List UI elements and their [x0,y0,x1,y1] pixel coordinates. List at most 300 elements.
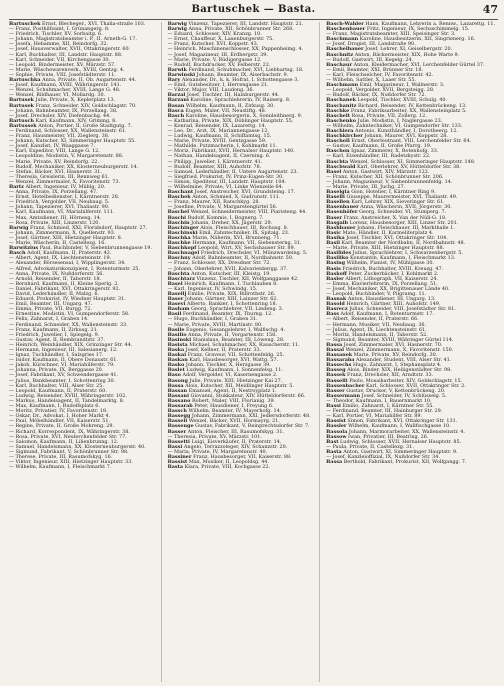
entry-details: Wilhelm, Beamter, IV, Mayerhofg. 14. [188,408,282,415]
entry-details: — Theodor, Kaufmann, I, Bauernmarkt 10. [326,397,432,404]
entry-details: — Josef, Kanzlist, IV, Waaggasse 7. [9,143,95,150]
entry-surname: Basevi [167,301,186,308]
entry-details: Ignaz, Zimmerer, X, Rotenhofg. 33. [351,148,439,155]
entry-details: — Emma, Private, VII, Burgg. 72. [9,306,92,313]
entry-surname: Basseli [167,418,188,425]
entry-details: Anton, Bäckermeister, XIX, Hohe Warte 9. [354,51,460,58]
entry-details: Anton, Portier, II, Große Stadtgutg. 7. [38,122,133,129]
entry-surname: Bassler [326,423,347,430]
entry-details: — Marie, Private, III, Juchg. 27. [326,184,406,190]
entry-details: Paul, Buchbinder, V, Siebenbrunnengasse 19. [39,245,152,252]
entry-details: Richard, Reisender, IV, Kettenbrückeng. 13. [357,102,467,109]
entry-details: Heinrich, Kaufmann, I, Tuchlauben 8. [184,280,278,287]
entry-surname: Baska [167,347,185,353]
entry-details: — Oskar, Dr., Advokat, I, Hoher Markt 4. [9,413,111,420]
entry-details: Gion, Hotelier, I, Kärntner Ring 9. [351,189,436,196]
entry-surname: Bassola [326,428,348,435]
entry-details: — Moriz, Fabrikant, XVII, Hernalser Hauptstr. 140. [167,148,295,155]
entry-surname: Bashbauer [326,224,356,231]
entry-details: — Anna, Private, IX, Nußdorferstr. 56. [9,270,104,277]
entry-details: Johann, Dreher, XX, Jägerstr. 29. [191,219,273,226]
entry-details: — Sophie, Private, VIII, Josefstädterstr. 11. [9,71,116,78]
entry-surname: Basinski [167,336,192,343]
entry-details: Berthold, Fabrikant, Prokurist, XII, Wolfgangg. 7. [343,459,467,466]
entry-details: — Samuel, Handelsmann, XX, Klosterneuburgerstr. 40. [9,443,146,450]
entry-surname: Baschel [167,209,190,216]
entry-surname: Baslet [167,367,185,374]
entry-details: — Rudolf, Mechaniker, XX, Klosterneuburgerstr. 14. [9,163,139,170]
entry-surname: Basiliko [326,255,349,262]
entry-details: — Marie, Private, XVIII, Gentzgasse 59. [167,138,267,145]
entry-details: — Felix, Zahnarzt, I, Graben 14. [9,316,89,323]
entry-details: — Franz, Kutscher, XII, Schönbrunner Str. 206. [326,173,444,180]
entry-details: Ludwig, Kaufmann, I, Sonnenfelsg. 11. [186,367,283,374]
entry-details: Karl, Beamter der Nordbahn, II, Nordbahnstr. 48. [341,240,466,247]
entry-details: Adolf, Vergolder, VI, Kasernengasse 2. [182,372,278,379]
entry-details: — Johann, Magistratsbeamter i. P., II. Arneth-G. 17. [9,36,137,43]
entry-details: Klara, Private, VIII, Kochgasse 22. [184,464,271,471]
entry-surname: Baschelbauer [326,46,364,53]
entry-details: Alois, Kutscher, XII, Meidlinger Hauptstr. 5. [185,382,294,389]
entry-details: Leopold, Wirt, XV, Sechshauser Str. 89. [197,245,296,252]
entry-surname: Basser [167,428,187,435]
entry-details: Karoline, Sprachlehrerin, IV, Rainerg. 8. [190,97,291,104]
entry-surname: Baschny [167,255,191,262]
entry-surname: Bassch [167,408,187,415]
entry-surname: Barwig [9,224,29,231]
entry-details: — Josef, Hausverwalter, XVII, Ottakringerstr. 60. [9,46,131,53]
entry-surname: Basselli [326,377,348,384]
directory-entry [9,465,158,470]
entry-surname: Bassani [167,392,189,399]
entry-details: — Philipp, Juwelier, I, Kärntnerstr. 41. [167,158,263,165]
entry-details: — Regine, Private, II, Große Mohreng. 29. [9,423,115,430]
entry-surname: Basser [326,387,345,394]
entry-details: — Ludwig, Kaufmann, II, Schiffamtsg. 15. [167,133,272,140]
entry-details: Josef, Zimmermaler, XVI, Hasnerstr. 70. [343,341,443,348]
entry-details: Karl, Schlosser, XVII, Ottakringer Str. 2. [366,382,466,389]
entry-details: — Friedrich, Vergolder, VII, Neubaug. 5. [9,199,110,206]
entry-details: Georg, Schneider, VI, Stumperg. 7. [359,209,447,216]
entry-details: Albert, Lithograph, VII, Kaiserstr. 24. [345,275,439,282]
entry-surname: Basseg [326,367,346,374]
entry-details: — Rosa, Private, XVI, Neulerchenfelder Str. 77. [9,433,127,440]
entry-details: Rudolf, Kommis, I, Bognerg. 7. [187,214,264,221]
entry-details: — Therese, Private, III, Rasumofskyg. 16. [9,453,113,460]
entry-details: Franz, Drechsler, XII, Arndtstr. 33. [347,372,434,379]
entry-surname: Barwitzius [9,245,39,252]
entry-surname: Bassegg [167,413,191,420]
entry-details: Anton, Hausdiener, III, Ungarg. 13. [347,296,436,303]
entry-details: Eugen, Maler, VII, Neustiftg. 48. [185,107,267,114]
entry-details: Josef, Tischler, XVI, Ottakringer Str. 104. [346,234,448,241]
entry-details: — Viktor, Major, VIII, Laudong. 36. [167,87,255,94]
entry-details: — Katharina, Private, XIX, Döblinger Hauptstr. 55. [167,117,294,124]
entry-details: Josef, Anstreicher, XVI, Grundsteing. 17. [194,189,296,196]
entry-details: — Arnold, Reisender, II, Taborstr. 18. [9,275,102,282]
entry-details: Konstantin, Kaufmann, I, Fleischmarkt 13. [350,255,456,262]
entry-surname: Basch [9,250,26,257]
entry-details: Anna, Wäscherin, XVII, Jörgerstr. 30. [360,204,452,211]
entry-details: Josef, Lehrer, XI, Geiselbergstr. 20. [365,46,453,53]
entry-details: — Paula, Private, II, Castellezg. 31. [326,443,414,450]
entry-details: — Wenzel, Zimmermaler, X, Favoritenstr. 73. [9,178,120,185]
entry-details: Julie, Private, XIII, Hietzinger Kai 27. [189,377,283,384]
entry-details: Gustav, Fabrikant, V, Reinprechtsdorfer Str. 7. [195,423,310,430]
entry-surname: Baser [326,214,342,221]
entry-surname: Bassi [167,443,183,450]
entry-details: Max, Musiker, II, Leopoldsg. 44. [188,459,269,466]
entry-details: Alois, Binder, XIX, Heiligenstädter Str. 98. [347,367,452,374]
entry-details: — Simon, Spediteur, III, Landstr. Hauptstr. 104. [167,178,287,185]
entry-details: Anton, Gastwirt, XIV, Märzstr. 122. [342,168,430,175]
entry-details: Adolf, Kaufmann, I, Rotenturmstr. 17. [340,311,434,318]
entry-surname: Basch [167,112,185,119]
entry-surname: Basong [167,377,188,384]
entry-details: Rosa, Private, VII, Zollerg. 12. [351,112,427,119]
entry-details: Simon, Fabrikant, XVI, Ottakringer Str. 131. [347,418,458,425]
entry-details: Emilio, Zahnarzt, I, Kärntner Str. 55. [342,403,434,410]
entry-surname: Bassechs [326,362,352,369]
entry-details: — Marie, Private, XV, Reindorfg. 22. [9,158,99,165]
entry-details: Julius, Sprachlehrer, I, Schwarzenbergstr. 5. [352,250,463,257]
entry-details: Anton, Schmied, X, Gudrunstr. 111. [192,194,281,201]
entry-details: — Mathilde, Putzmacherin, I, Kohlmarkt 11. [167,143,278,150]
entry-details: Emanuel, Agent, II, Nestroyplatz 1. [188,387,277,394]
entry-details: — Rudolf, Bäcker, IX, Nußdorfer Str. 72. [326,92,427,99]
entry-details: Karl, Lehrer, XIX, Sieveringer Str. 61. [351,199,445,206]
entry-details: — Johanna, Private, IX, Berggasse 20. [9,367,104,374]
entry-surname: Bassa [167,382,184,389]
entry-details: — Ernst, Hotelbedienster, I, Kärntnerstr. 28. [9,194,120,201]
entry-details: — Rudolf, Gastwirt, III, Kegelg. 24. [326,56,414,63]
entry-details: — Emil, Beamter, XXI, Brünner Str. 18. [326,66,424,73]
entry-details: Johann, Beamter, IX, Alserbachstr. 9. [196,71,289,78]
entry-details: — Johann, Zimmermann, X, Quellenstr. 93. [9,229,116,236]
entry-surname: Baschelt [326,112,350,119]
entry-surname: Baschke [167,240,191,247]
entry-details: — Josefa, Hebamme, XII, Reindorfg. 32. [9,41,109,48]
entry-details: — Ferdinand, Schneider, XX, Wallensteinstr. 33. [9,321,128,328]
entry-details: Iwan, Privatier, III, Beatrixg. 26. [348,433,429,440]
entry-surname: Baschke [326,107,350,114]
entry-details: — Emma, Klavierlehrerin, IX, Porzellang. 51. [326,280,438,287]
entry-details: — Markus, Handelsagent, II, Tandelmarktg. 8. [9,397,125,404]
entry-surname: Bartusek [9,97,34,104]
entry-details: — Hermann, Musiker, VII, Neubaug. 36. [326,321,427,328]
entry-details: Wilhelm, Pianist, IV, Mühlgasse 30. [346,260,434,267]
entry-surname: Basellen [326,199,350,206]
entry-details: — Anna, Private, IX, Porzellang. 47. [9,189,98,196]
entry-surname: Baschta [326,158,349,165]
entry-details: — Eduard, Schlosser, XIV, Kranzg. 10. [167,31,262,38]
entry-details: Franz, Schneider, XIV, Goldschlagstr. 70. [35,102,137,109]
entry-details: Hermann, Kaufmann, VII, Siebensterng. 31. [192,240,302,247]
entry-details: Wenzel, Schneidermeister, VIII, Piaristeng. 44. [190,209,307,216]
entry-details: — Jakob, Kürschner, VI, Mariahilferstr. 79. [9,362,115,369]
entry-details: — Johann, Magazineur, V, Siebenbrunnenfeldg. 14. [326,178,453,185]
entry-details: — Karl, Kaufmann, VI, Mariahilferstr. 111. [9,209,115,216]
entry-surname: Baskai [167,352,187,359]
entry-surname: Baschwald [326,163,356,170]
entry-details: Ernst, Oberleutnant, VIII, Lerchenfelder Str. 64. [351,138,472,145]
entry-surname: Basile [167,326,185,333]
entry-details: Marie, Näherin, XVI, Brunneng. 71. [192,234,282,241]
entry-surname: Baschi [167,214,187,221]
entry-details: — Eduard, Prokurist, IV, Wiedner Hauptstr. 31. [9,296,126,303]
entry-details: Angelo, Terrazzoleger, XIV, Schanzstr. 20. [183,443,288,450]
entry-details: Anton, Fleischer, III, Rasumofskyg. 31. [187,428,285,435]
entry-surname: Baschon [326,148,350,155]
entry-surname: Baschin [167,219,190,226]
entry-details: Mato, Händler, II, Karmeliterplatz 4. [342,229,434,236]
entry-surname: Basch-Wahler [326,21,364,27]
entry-details: Franz, Schmied, XXI, Floridsdorf, Hauptstr. 27. [29,224,148,231]
entry-surname: Basing [326,260,346,267]
entry-details: — Gustav, Agent, II, Rembrandtstr. 37. [9,336,105,343]
entry-details: Vinzenz, Tischler, XII, Wolfganggasse 42. [196,275,299,282]
entry-details: Giovanni, Stukkateur, XIV, Hütteldorferstr. 66. [190,392,306,399]
entry-surname: Bassi [326,403,341,410]
entry-details: — Leopold, Vergolder, XVII, Bergsteigg. 28. [326,87,435,94]
entry-details: — Rudolf, Buchdrucker, XV, Felberstr. 22. [167,61,271,68]
entry-surname: Bassan [167,387,188,394]
entry-details: — Johann, Tapezierer, XVI, Thaliastr. 90. [9,204,110,211]
entry-surname: Baso [167,372,181,379]
entry-details: — Hermann, Ingenieur, III, Salesianerg. 12. [9,347,118,353]
entry-surname: Bassenbacher [326,382,365,389]
entry-surname: Bassermann [326,392,361,399]
entry-surname: Bartuschka [9,77,41,84]
entry-details: Vinzenz, Tapezierer, III, Landstr. Hauptstr. 21. [188,21,304,27]
directory-entry [168,465,317,470]
entry-details: — Alfred, Advokaturskonzipient, I, Rotenturmstr. 25. [9,265,140,272]
entry-surname: Basel [326,168,342,175]
entry-details: Friedrich, Buchhalter, XVIII, Kreuzg. 47. [342,265,444,272]
entry-surname: Baschtarz [167,275,195,282]
entry-details: — Leopold, Bindermeister, XV, Märzstr. 57. [9,61,116,68]
entry-surname: Basler [326,275,344,282]
entry-details: — Friedrich, Juwelier, I, Spiegelg. 9. [9,331,100,338]
entry-details: — Franz, Posthilfsamt, I. Grünangerg. 8. [9,26,110,33]
entry-surname: Barwig [167,21,187,27]
column-1 [9,22,162,682]
entry-details: — Karl, Buchhalter, III, Landstr. Hauptstr. 88. [9,51,123,58]
entry-surname: Baschant [167,189,194,196]
entry-details: Wenzel, Bäcker, XVII, Hormayrg. 21. [188,418,280,425]
entry-details: Johann, Fleischhauer, III, Markthalle 1. [357,224,455,231]
entry-details: Wilhelm, Kaufmann, I, Wallfischgasse 10. [348,423,451,430]
column-2 [168,22,321,682]
entry-surname: Baschenbauer [326,26,366,33]
entry-details: — Franz, Magistratsbeamter, XIII, Speisinger Str. 3. [326,31,456,38]
entry-surname: Bascholl [326,138,350,145]
entry-details: — Ernestine, Modistin, VI, Gumpendorferstr. 58. [9,311,130,318]
entry-details: — Gustav, Kaufmann, II, Große Pfarrg. 19. [326,143,432,150]
entry-surname: Bassanek [326,352,353,359]
entry-surname: Basham [167,306,190,313]
entry-surname: Basold [326,301,345,308]
entry-details: Johann, Tischler, X, Herzgasse 39. [185,362,271,369]
entry-surname: Baschek [167,194,191,201]
entry-surname: Barwig [167,26,187,33]
entry-details: — Bernhard, Kaufmann, II, Kleine Sperlg. 2. [9,280,119,287]
directory-entry [326,460,495,465]
entry-details: — Josef, Mechaniker, XX, Brigittenauer Lände 40. [326,285,450,292]
entry-details: — Karl, Eisenhändler, III, Radetzkystr. 22. [326,153,431,160]
entry-details: — Heinrich, Maschinenschlosser, XX, Pappenheimg. 4. [167,46,304,53]
entry-details: — Johann, Kutscher, XI, Simmeringer Hauptstr. 55. [9,138,136,145]
entry-details: Karl, Kaufmann, XIV, Grimmg. 8. [35,117,117,124]
entry-details: — Wenzel, Schuhmacher, XVIII, Lange G. 48. [9,87,121,94]
entry-details: — Rosa, Private, XIII, Linzerstr. 120. [9,219,100,226]
entry-details: — Wenzel, Bildhauer, VI, Mollardg. 30. [9,92,106,99]
entry-details: Emil, Magazineur, I, Wallnerstr. 3. [359,82,445,89]
entry-details: — Samuel, Lederhändler, II, Untere Augartenstr. 23. [167,168,298,175]
entry-details: Alexander, Student, VIII, Alser Str. 41. [356,357,452,364]
entry-details: Marie, Private, XV, Reindorfg. 30. [353,352,438,359]
entry-surname: Bartz [9,184,24,190]
entry-surname: Baschkopf [167,245,197,252]
entry-surname: Baschnagel [167,250,200,257]
entry-details: — Emil, Beamter, III, Ungarg. 47. [9,301,93,308]
entry-details: — Konrad, Reisender, IX, Lazarettg. 14. [167,122,267,129]
entry-details: — Maria, Private, IV, Margaretenstr. 40. [167,448,268,455]
entry-details: — Marie, Wäschewarenverk., XVIII, Gentzg. 4. [9,66,125,73]
entry-details: Josef, Kellner, II, Praterstr. 33. [185,347,262,353]
entry-surname: Basellj [167,290,187,297]
entry-details: Ferdinand, Schuhmacher, XVI, Liebhartsg. 18. [188,66,304,73]
entry-surname: Baschkircher [326,133,363,140]
entry-details: — Marie, Wäscherin, II, Castellezg. 16. [9,240,106,247]
entry-details: Johann, Marmorarbeiter, XX, Wallensteinstr. 4. [348,428,465,435]
entry-details: — Albert, Reisender, II, Praterstr. 66. [326,316,419,323]
entry-surname: Bassa [326,341,343,348]
entry-surname: Basan [167,102,185,109]
entry-details: Luigi, Eisverkäufer, II, Praterstr. 14. [191,438,282,445]
entry-surname: Barwik [167,66,187,73]
entry-surname: Basta [326,448,342,455]
page-header [9,3,498,20]
entry-surname: Baschenko [326,117,357,124]
entry-details: Friedrich, Drechsler, VI, Münzwardeing. 5. [200,250,308,257]
entry-surname: Baselgia [326,189,350,196]
entry-details: Alberto, Bankier, I, Schottenring 18. [187,301,278,308]
entry-details: Hugo, Zahnarzt, I, Stephansplatz 4. [352,362,442,369]
entry-details: Franz, Fabriksarbeiter, XX, Wallensteinplatz 5. [350,107,467,114]
entry-details: Heinrich, Gärtner, XIII, Auhofstr. 149. [346,301,441,308]
entry-surname: Baschka [167,234,191,241]
entry-details: — Viktor, Ingenieur, XIII, Hietzinger Hauptstr. 33. [9,459,133,466]
entry-details: Anna, Private, XII, Schönbrunner Str. 268. [188,26,294,33]
entry-surname: Baschanitz [326,102,357,109]
entry-details: Alexander, Dr., k. k. Hofrat, I, Schottengasse 3. [181,77,299,84]
entry-surname: Baskoff [326,270,347,277]
entry-details: Adolf, Kaufmann, II, Praterstr. 42. [27,250,112,257]
entry-details: Julius, Schneider, VIII, Josefstädter Str. 81. [349,306,456,313]
entry-details: — Friedrich, Tischler, XV, Sorbaitg. 6. [9,31,103,38]
entry-details: — Salomon, Kaufmann, II, Lilienbrunng. 12. [9,438,119,445]
entry-details: Georg, Sprachlehrer, VII, Lindeng. 3. [191,306,284,313]
entry-details: Peter, Hausdiener, I, Freyung 6. [194,403,274,410]
entry-details: Johann, Gärtner, XIII, Lainzer Str. 62. [184,296,278,303]
entry-surname: Basko [167,362,185,369]
entry-details: — Wilhelmine, Private, VI, Linke Wienzeile 64. [167,184,284,190]
entry-surname: Bassal [326,347,344,353]
entry-details: Fritz, Ingenieur, IX, Sechsschimmelg. 15. [366,26,470,33]
entry-details: — Theresia, Greislerin, III, Rennweg 61. [9,173,110,180]
entry-details: — Karl, Portier, VI, Mariahilfer Str. 89. [326,413,423,420]
entry-details: — Karl, Ingenieur, IV, Schwindg. 15. [167,285,258,292]
entry-surname: Basilides [326,250,352,257]
entry-details: Ernst, Blecheger., XVI, Thalia-straße 103. [42,21,146,27]
entry-details: Franz, Anstreicher, X, Van der Nüll-G. 18. [343,214,447,221]
entry-details: — Nathan, Handelsagent, II, Czerning. 6. [167,153,271,160]
entry-surname: Bartussek [9,122,37,129]
entry-details: Albert, Ingenieur, IV, Mühlg. 20. [25,184,106,190]
entry-surname: Bartuschek [9,21,41,27]
entry-details: Wilhelm, Kaufmann, II, Zirkusg. 30. [185,102,275,109]
entry-details: — Wilhelm, Kaufmann, I, Fleischmarkt 7. [9,464,112,471]
entry-details: Peter, Zuckerbäcker, I, Kohlmarkt 2. [348,270,439,277]
entry-details: — Franz, Schlosser, XX, Dresdner Str. 72. [167,260,271,267]
entry-details: — Richard, Korrespondent, IX, Währingerstr. 38. [9,428,130,435]
entry-details: — Johann, Oberlehrer, XVII, Kalvarienbergg. 37. [167,265,288,272]
entry-details: Robert, Maler, VIII, Florianig. 39. [191,397,276,404]
entry-surname: Bassetti [167,438,190,445]
entry-surname: Baschinski [167,229,198,236]
entry-details: — Josef, Magazineur, III, Erdbergstr. 39. [167,51,268,58]
entry-surname: Bartusek [9,102,34,109]
entry-details: — Marie, Private, V, Rüdigergasse 12. [167,56,262,63]
entry-surname: Barzal [167,92,186,99]
entry-details: — Siegfried, Prokurist, IV, Prinz-Eugen-Str. 30. [167,173,284,180]
entry-details: — David, Lederhändler, II, Malzg. 6. [9,290,100,297]
entry-surname: Basrecz [326,306,348,313]
entry-details: — Ferdinand, Schlosser, XX, Wallensteinstr. 61. [9,127,127,134]
entry-details: Karoline, Hausbesitzerin, XII, Singrienerg. 16. [359,36,476,43]
entry-surname: Barwinski [167,71,196,78]
entry-surname: Baschaur [326,61,353,68]
entry-details: — Ludwig, Reisender, XVIII, Währingerstr. 102. [9,392,127,399]
entry-surname: Bassiner [167,453,192,460]
entry-details: Julie, Private, X, Keplerplatz 13. [35,97,116,104]
entry-details: Karl, Oberlehrer, XV, Hütteldorfer Str. 38. [356,163,461,170]
entry-details: — Karl, Expeditor, VIII, Lange G. 12. [9,148,100,155]
entry-surname: Baschmann [326,36,359,43]
entry-details: Josef, Schneider, IV, Schlüsselg. 5. [361,392,447,399]
entry-details: — Franz, Maurer, XII, Ratschkyg. 28. [167,199,260,206]
entry-details: — Josef, Kanzleioffizial, IX, Nußdorfer Str. 34. [326,453,440,460]
entry-surname: Bary [167,77,181,84]
entry-details: Anna, Private, II, Ob. Augartenstr. 44. [42,77,137,84]
entry-details: — Wilhelm, Sattler, X, Laaer Str. 55. [326,77,417,84]
entry-surname: Baschanek [326,97,356,104]
entry-surname: Basil [167,311,182,318]
entry-details: — Ignaz, Tuchhändler, I, Salzgries 17. [9,352,104,359]
entry-details: Adolf, Bahnbeamter, II, Nordbahnstr. 50. [192,255,294,262]
entry-surname: Baskan [167,357,188,364]
entry-surname: Baser [167,296,184,303]
entry-surname: Bassist [167,459,188,466]
entry-details: Franz, Hausbesorger, VII, Kaiserstr. 88. [193,453,292,460]
entry-surname: Baschmann [326,82,359,89]
entry-surname: Baschiera [326,127,354,134]
entry-details: — Leopoldine, Modistin, V, Margaretenstr. 88. [9,153,124,160]
entry-details: Gustav, Drucker, V, Kettenbrückeng. 20. [346,387,446,394]
entry-details: — Julius, Bankbeamter, I, Schottenring 30. [9,377,116,384]
entry-details: Anton, Kutscher, III, Kleistg. 19. [191,270,271,277]
